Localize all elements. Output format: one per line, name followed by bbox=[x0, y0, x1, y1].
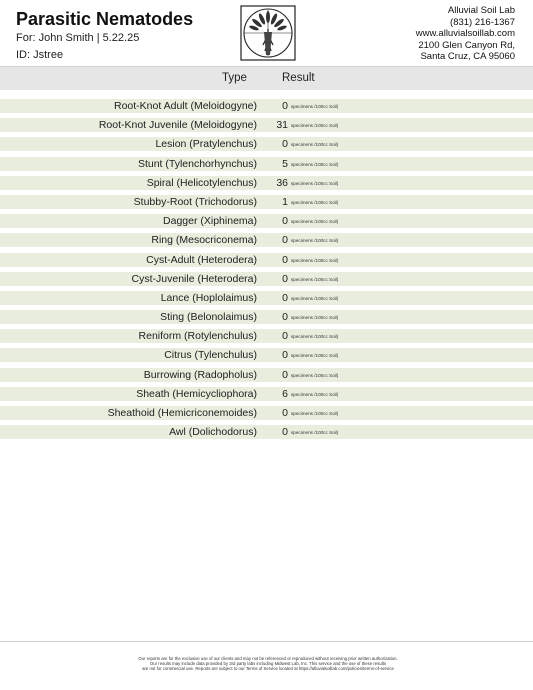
result-unit: specimens /100cc Soil) bbox=[291, 391, 339, 397]
footer-line: Our reports are for the exclusive use of our clients and may not be referenced or reproduced without receiving prior written authorization. bbox=[138, 656, 398, 661]
table-row bbox=[0, 291, 533, 305]
result-unit: specimens /100cc Soil) bbox=[291, 180, 339, 186]
nematode-type: Awl (Dolichodorus) bbox=[169, 426, 257, 439]
result-value: 36 bbox=[276, 176, 288, 189]
result-value: 5 bbox=[282, 157, 288, 170]
column-header-type: Type bbox=[222, 72, 247, 84]
result-value: 0 bbox=[282, 253, 288, 266]
table-row bbox=[0, 348, 533, 362]
result-unit: specimens /100cc Soil) bbox=[291, 219, 339, 225]
table-row bbox=[0, 157, 533, 171]
nematode-type: Burrowing (Radopholus) bbox=[143, 368, 257, 381]
lab-address-line1: 2100 Glen Canyon Rd, bbox=[418, 39, 515, 51]
table-header bbox=[0, 66, 533, 90]
result-unit: specimens /100cc Soil) bbox=[291, 334, 339, 340]
nematode-type: Cyst-Adult (Heterodera) bbox=[146, 253, 257, 266]
result-value: 0 bbox=[282, 138, 288, 151]
result-value: 31 bbox=[276, 119, 288, 132]
result-unit: specimens /100cc Soil) bbox=[291, 123, 339, 129]
nematode-type: Cyst-Juvenile (Heterodera) bbox=[131, 272, 257, 285]
nematode-type: Spiral (Helicotylenchus) bbox=[146, 176, 257, 189]
result-unit: specimens /100cc Soil) bbox=[291, 161, 339, 167]
result-value: 0 bbox=[282, 368, 288, 381]
table-row bbox=[0, 118, 533, 132]
table-row bbox=[0, 253, 533, 267]
nematode-type: Ring (Mesocriconema) bbox=[151, 234, 257, 247]
result-value: 6 bbox=[282, 387, 288, 400]
result-unit: specimens /100cc Soil) bbox=[291, 430, 339, 436]
nematode-type: Stubby-Root (Trichodorus) bbox=[133, 195, 257, 208]
nematode-type: Sheathoid (Hemicriconemoides) bbox=[107, 407, 257, 419]
table-row bbox=[0, 195, 533, 209]
footer-line: Our results may include data provided by 3rd party labs including Midwest Lab, Inc. This service and the use of these results bbox=[149, 661, 387, 667]
result-value: 0 bbox=[282, 330, 288, 343]
column-header-result: Result bbox=[282, 72, 315, 84]
result-unit: specimens /100cc Soil) bbox=[291, 104, 339, 109]
table-row bbox=[0, 387, 533, 401]
nematode-type: Sheath (Hemicycliophora) bbox=[136, 387, 257, 400]
client-line: For: John Smith | 5.22.25 bbox=[16, 32, 140, 44]
nematode-type: Root-Knot Juvenile (Meloidogyne) bbox=[98, 119, 257, 132]
footer-disclaimer bbox=[90, 656, 446, 672]
table-row bbox=[0, 425, 533, 439]
table-row bbox=[0, 310, 533, 324]
result-value: 0 bbox=[282, 272, 288, 285]
result-unit: specimens /100cc Soil) bbox=[291, 411, 339, 416]
table-row bbox=[0, 176, 533, 190]
table-row bbox=[0, 329, 533, 343]
result-unit: specimens /100cc Soil) bbox=[291, 372, 339, 378]
result-value: 0 bbox=[282, 426, 288, 439]
sample-id: ID: Jstree bbox=[16, 49, 64, 61]
nematode-type: Citrus (Tylenchulus) bbox=[164, 349, 257, 362]
result-unit: specimens /100cc Soil) bbox=[291, 353, 339, 359]
table-row bbox=[0, 368, 533, 382]
page-title: Parasitic Nematodes bbox=[16, 9, 194, 29]
lab-website: www.alluvialsoillab.com bbox=[415, 28, 515, 40]
result-unit: specimens /100cc Soil) bbox=[291, 257, 339, 263]
table-row bbox=[0, 99, 533, 113]
footer-line: are not for commercial use. Reports are subject to our Terms of Service located at https://alluvialsoillab.com/policies/terms-of-service bbox=[142, 666, 394, 672]
nematode-type: Sting (Belonolaimus) bbox=[160, 311, 257, 324]
result-value: 0 bbox=[282, 349, 288, 362]
nematode-type: Lance (Hoplolaimus) bbox=[160, 291, 257, 304]
lab-contact bbox=[416, 5, 515, 63]
result-unit: specimens /100cc Soil) bbox=[291, 295, 339, 301]
results-table bbox=[0, 99, 533, 444]
result-value: 0 bbox=[282, 100, 288, 112]
nematode-type: Stunt (Tylenchorhynchus) bbox=[137, 157, 257, 170]
table-row bbox=[0, 406, 533, 420]
table-row bbox=[0, 137, 533, 151]
nematode-type: Reniform (Rotylenchulus) bbox=[138, 330, 257, 343]
result-value: 0 bbox=[282, 407, 288, 419]
result-unit: specimens /100cc Soil) bbox=[291, 238, 339, 244]
result-unit: specimens /100cc Soil) bbox=[291, 276, 339, 282]
result-value: 1 bbox=[282, 195, 288, 208]
lab-name: Alluvial Soil Lab bbox=[447, 5, 515, 16]
result-value: 0 bbox=[282, 311, 288, 324]
nematode-type: Dagger (Xiphinema) bbox=[163, 215, 257, 228]
footer-divider bbox=[0, 641, 533, 642]
result-unit: specimens /100cc Soil) bbox=[291, 315, 339, 321]
result-value: 0 bbox=[282, 215, 288, 228]
result-unit: specimens /100cc Soil) bbox=[291, 199, 339, 205]
lab-phone: (831) 216-1367 bbox=[450, 16, 515, 28]
nematode-type: Root-Knot Adult (Meloidogyne) bbox=[114, 100, 257, 112]
lab-address-line2: Santa Cruz, CA 95060 bbox=[420, 51, 515, 63]
plant-roots-logo-icon bbox=[240, 5, 296, 61]
table-row bbox=[0, 272, 533, 286]
result-value: 0 bbox=[282, 234, 288, 247]
result-value: 0 bbox=[282, 291, 288, 304]
table-row bbox=[0, 233, 533, 247]
nematode-type: Lesion (Pratylenchus) bbox=[155, 138, 257, 151]
table-row bbox=[0, 214, 533, 228]
result-unit: specimens /100cc Soil) bbox=[291, 142, 339, 148]
